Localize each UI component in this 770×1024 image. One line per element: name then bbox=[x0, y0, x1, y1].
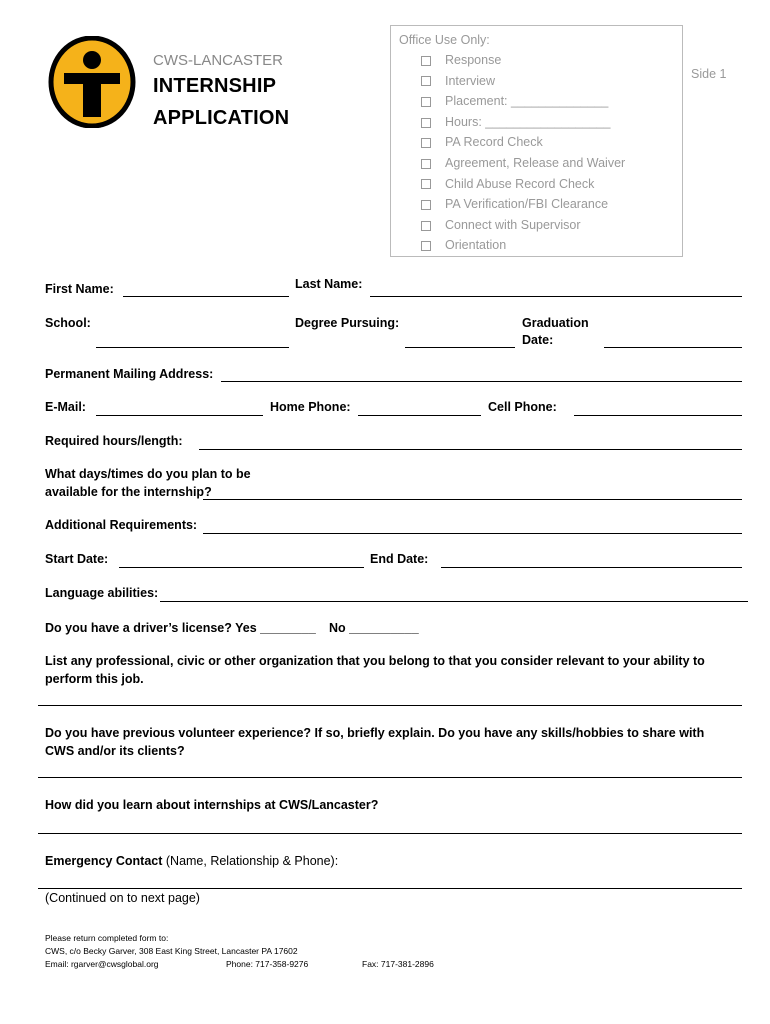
office-use-item-label: Connect with Supervisor bbox=[445, 217, 581, 232]
office-use-item-label: PA Record Check bbox=[445, 135, 543, 150]
office-use-item-label: Interview bbox=[445, 73, 496, 88]
email-label: E-Mail: bbox=[45, 400, 86, 414]
start-date-label: Start Date: bbox=[45, 552, 109, 566]
volunteer-field[interactable] bbox=[38, 777, 742, 778]
days-times-label-line1: What days/times do you plan to be bbox=[45, 467, 251, 481]
graduation-date-field[interactable] bbox=[604, 347, 742, 348]
degree-label: Degree Pursuing: bbox=[295, 316, 400, 330]
learn-about-field[interactable] bbox=[38, 833, 742, 834]
footer-return-to: Please return completed form to: bbox=[45, 933, 169, 943]
cell-phone-label: Cell Phone: bbox=[488, 400, 557, 414]
language-field[interactable] bbox=[160, 601, 748, 602]
language-label: Language abilities: bbox=[45, 586, 159, 600]
end-date-field[interactable] bbox=[441, 567, 742, 568]
checkbox-icon[interactable] bbox=[421, 221, 431, 231]
first-name-field[interactable] bbox=[123, 296, 289, 297]
additional-requirements-field[interactable] bbox=[203, 533, 742, 534]
last-name-label: Last Name: bbox=[295, 277, 363, 291]
school-label: School: bbox=[45, 316, 91, 330]
emergency-contact-field[interactable] bbox=[38, 888, 742, 889]
continued-note: (Continued on to next page) bbox=[45, 891, 200, 905]
checkbox-icon[interactable] bbox=[421, 118, 431, 128]
learn-about-question: How did you learn about internships at CWS/Lancaster? bbox=[45, 798, 379, 812]
additional-requirements-label: Additional Requirements: bbox=[45, 518, 198, 532]
checkbox-icon[interactable] bbox=[421, 138, 431, 148]
office-use-item-label: Orientation bbox=[445, 238, 507, 253]
first-name-label: First Name: bbox=[45, 282, 114, 296]
office-use-item-label: Agreement, Release and Waiver bbox=[445, 156, 626, 170]
office-use-title: Office Use Only: bbox=[399, 33, 490, 47]
drivers-license-yes[interactable]: Do you have a driver’s license? Yes ________ bbox=[45, 621, 316, 635]
emergency-contact-detail: (Name, Relationship & Phone): bbox=[162, 854, 339, 868]
degree-field[interactable] bbox=[405, 347, 515, 348]
office-use-item[interactable] bbox=[421, 74, 495, 88]
mailing-address-field[interactable] bbox=[221, 381, 742, 382]
days-times-label-line2: available for the internship? bbox=[45, 485, 212, 499]
days-times-field[interactable] bbox=[203, 499, 742, 500]
footer-email: Email: rgarver@cwsglobal.org bbox=[45, 959, 159, 969]
side-label: Side 1 bbox=[691, 67, 727, 81]
drivers-license-no[interactable]: No __________ bbox=[329, 621, 419, 635]
checkbox-icon[interactable] bbox=[421, 56, 431, 66]
office-use-item[interactable] bbox=[421, 135, 543, 149]
office-use-item[interactable] bbox=[421, 94, 608, 108]
last-name-field[interactable] bbox=[370, 296, 742, 297]
office-use-item[interactable] bbox=[421, 238, 506, 252]
office-use-item[interactable] bbox=[421, 156, 625, 170]
end-date-label: End Date: bbox=[370, 552, 429, 566]
cws-logo bbox=[48, 36, 136, 128]
checkbox-icon[interactable] bbox=[421, 97, 431, 107]
email-field[interactable] bbox=[96, 415, 263, 416]
organizations-field[interactable] bbox=[38, 705, 742, 706]
office-use-item[interactable] bbox=[421, 53, 501, 67]
cell-phone-field[interactable] bbox=[574, 415, 742, 416]
office-use-item[interactable] bbox=[421, 218, 580, 232]
office-use-item-label: Child Abuse Record Check bbox=[445, 176, 595, 191]
graduation-label-line1: Graduation bbox=[522, 316, 589, 330]
checkbox-icon[interactable] bbox=[421, 76, 431, 86]
volunteer-question: Do you have previous volunteer experience? If so, briefly explain. Do you have any skills/hobbies to share with CWS and/or its clients? bbox=[45, 726, 705, 758]
office-use-item-label: PA Verification/FBI Clearance bbox=[445, 197, 609, 212]
office-use-item[interactable] bbox=[421, 197, 608, 211]
form-title-line2: APPLICATION bbox=[153, 107, 290, 129]
checkbox-icon[interactable] bbox=[421, 241, 431, 251]
office-use-item[interactable] bbox=[421, 177, 594, 191]
school-field[interactable] bbox=[96, 347, 289, 348]
home-phone-field[interactable] bbox=[358, 415, 481, 416]
footer-address: CWS, c/o Becky Garver, 308 East King Street, Lancaster PA 17602 bbox=[45, 946, 298, 956]
organizations-question: List any professional, civic or other organization that you belong to that you consider relevant to your ability to perform this job. bbox=[45, 654, 705, 686]
emergency-contact-bold: Emergency Contact bbox=[45, 854, 163, 868]
emergency-contact-label bbox=[45, 852, 338, 870]
office-use-item-label: Response bbox=[445, 53, 502, 67]
org-subtitle: CWS-LANCASTER bbox=[153, 52, 284, 69]
office-use-item[interactable] bbox=[421, 115, 610, 129]
start-date-field[interactable] bbox=[119, 567, 364, 568]
checkbox-icon[interactable] bbox=[421, 179, 431, 189]
required-hours-field[interactable] bbox=[199, 449, 742, 450]
home-phone-label: Home Phone: bbox=[270, 400, 351, 414]
graduation-label-line2: Date: bbox=[522, 333, 554, 347]
required-hours-label: Required hours/length: bbox=[45, 434, 183, 448]
checkbox-icon[interactable] bbox=[421, 200, 431, 210]
mailing-address-label: Permanent Mailing Address: bbox=[45, 367, 214, 381]
office-use-item-label: Hours: __________________ bbox=[445, 114, 611, 129]
footer-fax: Fax: 717-381-2896 bbox=[362, 959, 434, 969]
checkbox-icon[interactable] bbox=[421, 159, 431, 169]
office-use-item-label: Placement: ______________ bbox=[445, 94, 609, 109]
office-use-box bbox=[390, 25, 683, 257]
form-title-line1: INTERNSHIP bbox=[153, 75, 277, 97]
footer-phone: Phone: 717-358-9276 bbox=[226, 959, 309, 969]
